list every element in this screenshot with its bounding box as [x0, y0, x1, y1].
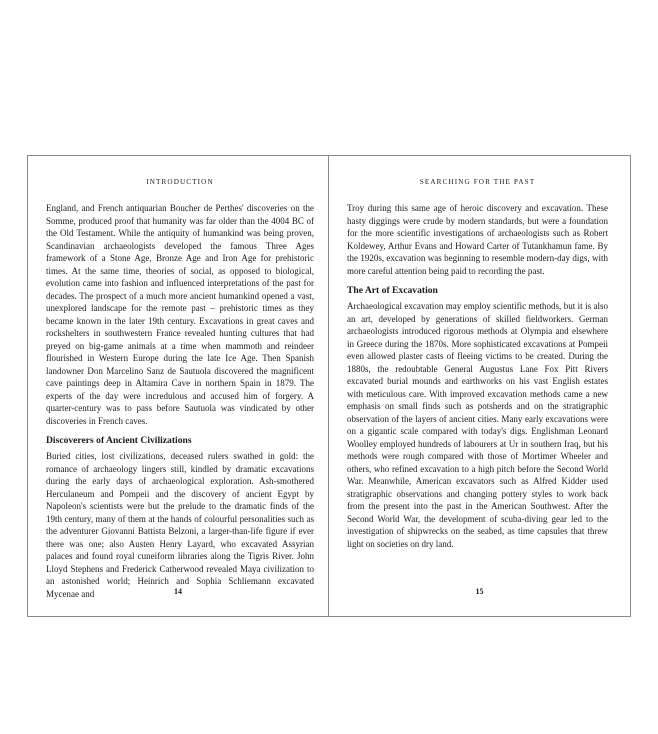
body-paragraph: Buried cities, lost civilizations, deceased rulers swathed in gold: the romance of archaeology lingers still, kindled by dramatic excavations during the early days of archaeological exploration. Ash-smothered Herculaneum and Pompeii and the discovery of ancient Egypt by Napoleon's scientists were but the prelude to the dramatic finds of the 19th century, many of them at the hands of colourful personalities such as the adventurer Giovanni Battista Belzoni, a larger-than-life figure if ever there was one; also Austen Henry Layard, who excavated Assyrian palaces and found royal cuneiform libraries along the Tigris River. John Lloyd Stephens and Frederick Catherwood revealed Maya civilization to an astonished world; Heinrich and Sophia Schliemann excavated Mycenae and [46, 451, 314, 599]
body-paragraph: England, and French antiquarian Boucher de Perthes' discoveries on the Somme, produced proof that humanity was far older than the 4004 BC of the Old Testament. While the antiquity of humankind was being proven, Scandinavian archaeologists developed the famous Three Ages framework of a Stone Age, Bronze Age and Iron Age for prehistoric times. At the same time, theories of social, as opposed to biological, evolution came into fashion and influenced interpretations of the past for decades. The prospect of a much more ancient humankind opened a vast, unexplored landscape for the remote past – prehistoric times as they became known in the later 19th century. Excavations in great caves and rockshelters in southwestern France revealed hunting cultures that had preyed on big-game animals at a time when mammoth and reindeer flourished in Western Europe during the late Ice Age. Then Spanish landowner Don Marcelino Sanz de Sautuola discovered the magnificent cave paintings deep in Altamira Cave in northern Spain in 1879. The experts of the day were incredulous and accused him of forgery. A quarter-century was to pass before Sautuola was vindicated by other discoveries in French caves. [46, 203, 314, 426]
section-heading: Discoverers of Ancient Civilizations [46, 435, 192, 446]
running-head: INTRODUCTION [146, 178, 214, 186]
page-number: 14 [174, 587, 182, 596]
page-number: 15 [475, 587, 484, 596]
section-heading: The Art of Excavation [347, 285, 438, 296]
running-head: SEARCHING FOR THE PAST [419, 178, 536, 186]
body-paragraph: Troy during this same age of heroic discovery and excavation. These hasty diggings were crude by modern standards, but were a foundation for the more scientific investigations of archaeologists such as Robert Koldewey, Arthur Evans and Howard Carter of Tutankhamun fame. By the 1920s, excavation was beginning to resemble modern-day digs, with more careful attention being paid to recording the past. [347, 203, 608, 276]
left-page [28, 156, 329, 616]
right-page [329, 156, 630, 616]
body-paragraph: Archaeological excavation may employ scientific methods, but it is also an art, developed by generations of skilled fieldworkers. German archaeologists introduced rigorous methods at Olympia and elsewhere in Greece during the 1870s. More sophisticated excavations at Pompeii even allowed plaster casts of fleeing victims to be created. During the 1880s, the redoubtable General Augustus Lane Fox Pitt Rivers excavated burial mounds and earthworks on his vast English estates with meticulous care. With improved excavation methods came a new emphasis on small finds such as potsherds and on the stratigraphic observation of the layers of ancient cities. Many early excavations were on a gigantic scale compared with today's digs. Englishman Leonard Woolley employed hundreds of labourers at Ur in southern Iraq, but his methods were rough compared with those of Mortimer Wheeler and others, who refined excavation to a high pitch before the Second World War. Meanwhile, American excavators such as Alfred Kidder used stratigraphic observations and changing pottery styles to work back from the present into the past in the American Southwest. After the Second World War, the development of scuba-diving gear led to the investigation of shipwrecks on the seabed, as time capsules that threw light on societies on dry land. [347, 301, 608, 549]
book-spread [27, 155, 631, 617]
